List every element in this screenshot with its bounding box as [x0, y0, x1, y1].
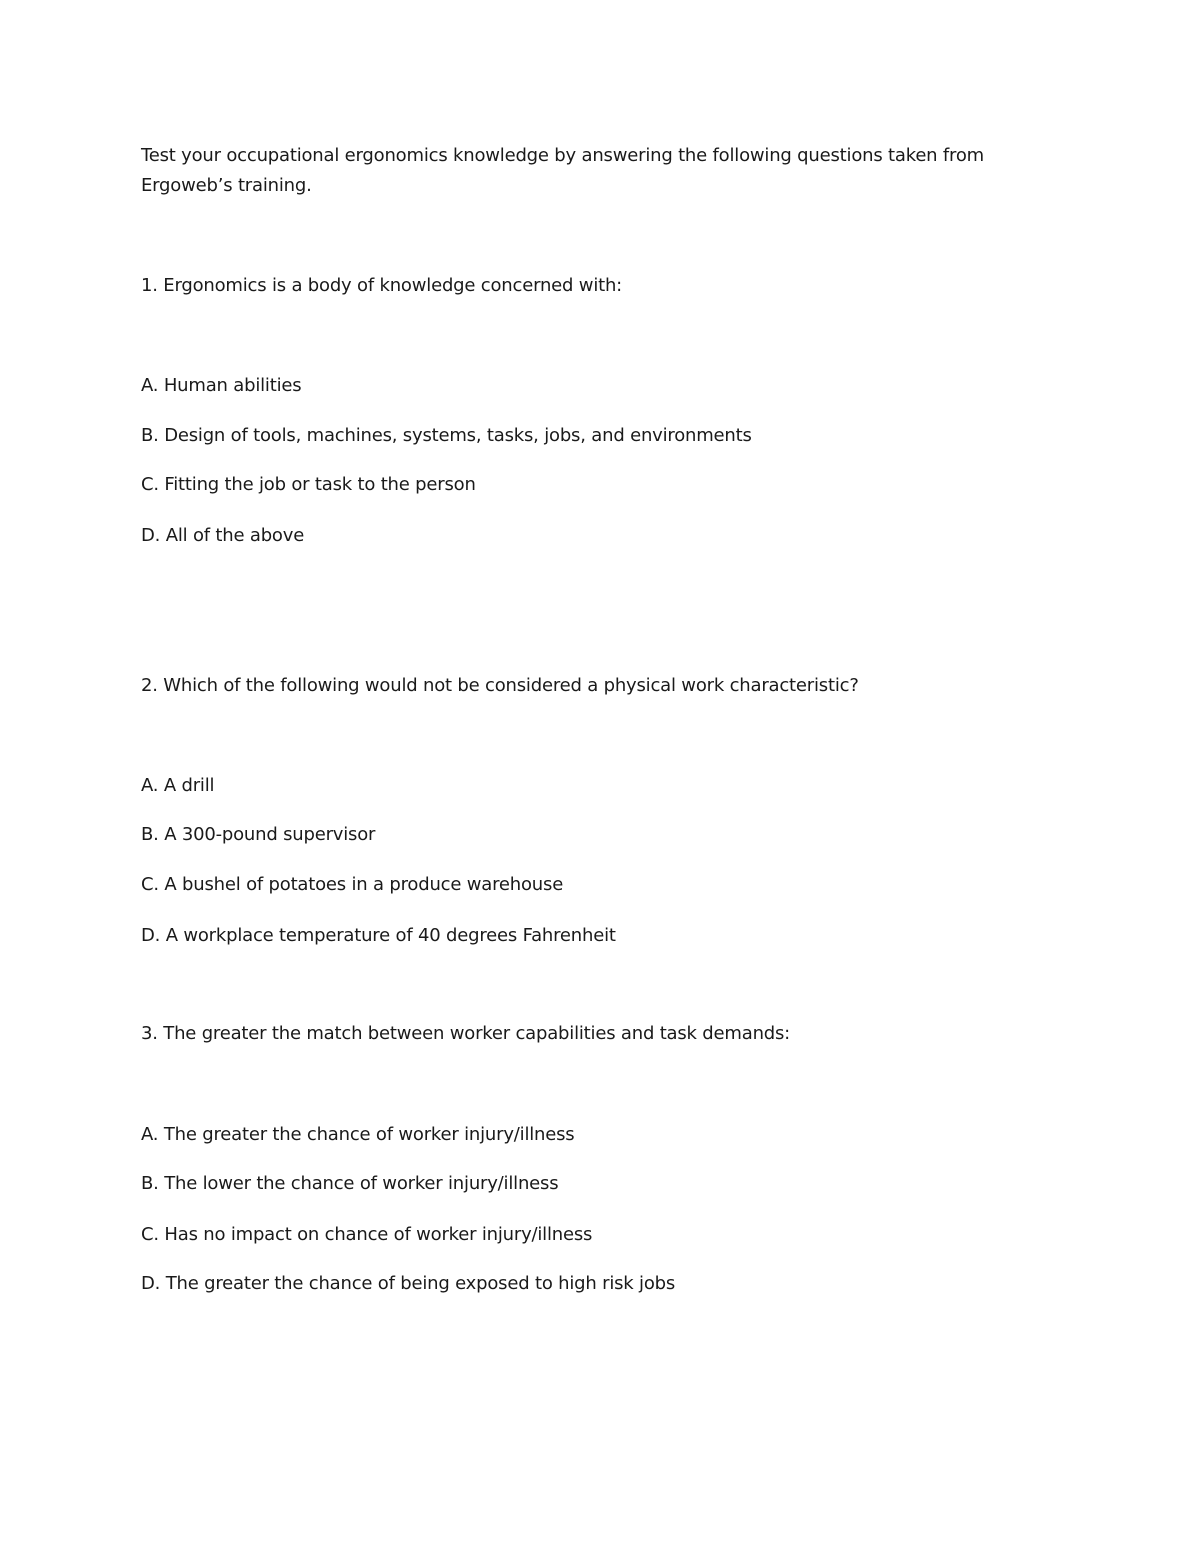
question-1-option-a: A. Human abilities: [141, 375, 302, 396]
question-3-option-b: B. The lower the chance of worker injury/illness: [141, 1173, 559, 1194]
question-3: 3. The greater the match between worker capabilities and task demands:: [141, 1023, 791, 1044]
question-1: 1. Ergonomics is a body of knowledge concerned with:: [141, 275, 623, 296]
question-1-option-c: C. Fitting the job or task to the person: [141, 474, 476, 495]
question-2-option-c: C. A bushel of potatoes in a produce warehouse: [141, 874, 564, 895]
intro-text-line-2: Ergoweb’s training.: [141, 175, 312, 196]
question-2-option-a: A. A drill: [141, 775, 215, 796]
question-3-option-c: C. Has no impact on chance of worker injury/illness: [141, 1224, 593, 1245]
question-2-option-d: D. A workplace temperature of 40 degrees Fahrenheit: [141, 925, 616, 946]
question-2: 2. Which of the following would not be considered a physical work characteristic?: [141, 675, 859, 696]
question-1-option-b: B. Design of tools, machines, systems, tasks, jobs, and environments: [141, 425, 752, 446]
question-2-option-b: B. A 300-pound supervisor: [141, 824, 376, 845]
question-3-option-a: A. The greater the chance of worker injury/illness: [141, 1124, 575, 1145]
intro-text-line-1: Test your occupational ergonomics knowledge by answering the following questions taken from: [141, 145, 985, 166]
question-3-option-d: D. The greater the chance of being exposed to high risk jobs: [141, 1273, 676, 1294]
question-1-option-d: D. All of the above: [141, 525, 305, 546]
